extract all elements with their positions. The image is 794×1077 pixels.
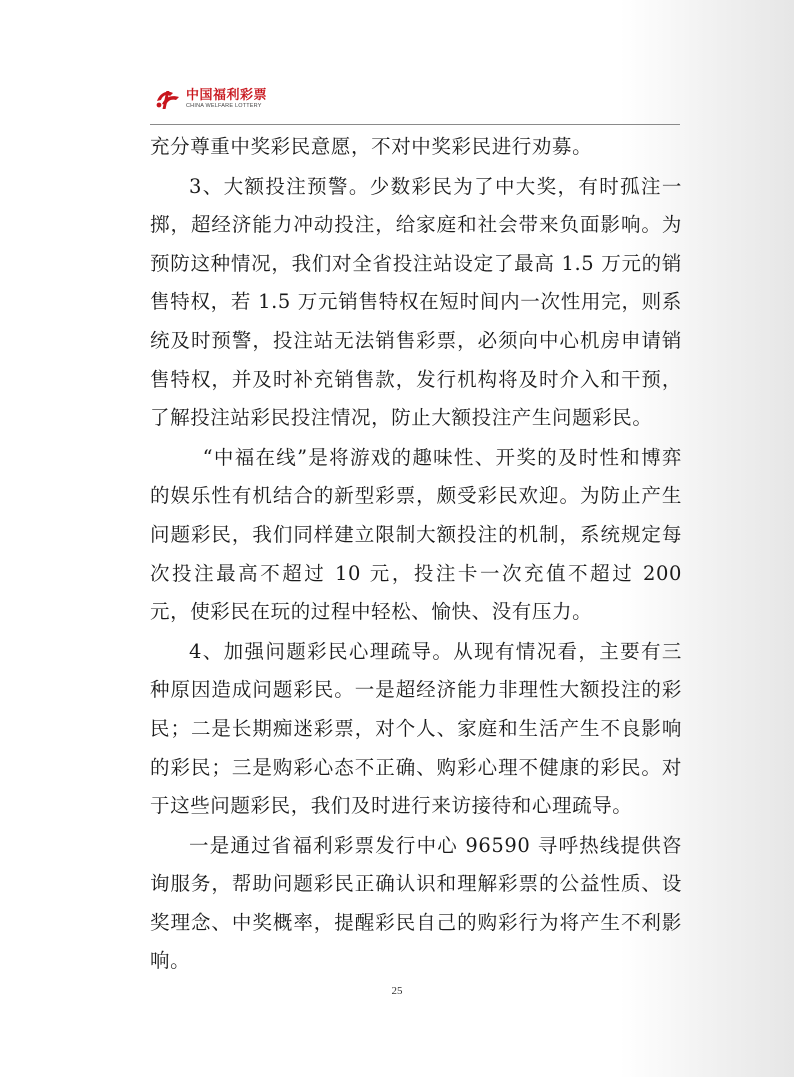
paragraph-psychological-counseling: 4、加强问题彩民心理疏导。从现有情况看，主要有三种原因造成问题彩民。一是超经济能力非理性大额投注的彩民；二是长期痴迷彩票，对个人、家庭和生活产生不良影响的彩民；三是购彩心态不正确、购彩心理不健康的彩民。对于这些问题彩民，我们及时进行来访接待和心理疏导。 bbox=[150, 639, 682, 818]
page-number: 25 bbox=[391, 985, 403, 997]
paragraph-continuation: 充分尊重中奖彩民意愿，不对中奖彩民进行劝募。 bbox=[150, 135, 593, 158]
page-header bbox=[150, 86, 680, 125]
paragraph-large-bet-warning: 3、大额投注预警。少数彩民为了中大奖，有时孤注一掷，超经济能力冲动投注，给家庭和社会带来负面影响。为预防这种情况，我们对全省投注站设定了最高 1.5 万元的销售特权，若 1.5 万元销售特权在短时间内一次性用完，则系统及时预警，投注站无法销售彩票，必须向中心机房申请销售特权，并及时补充销售款，发行机构将及时介入和干预，了解投注站彩民投注情况，防止大额投注产生问题彩民。 bbox=[150, 174, 682, 430]
china-welfare-lottery-logo-icon bbox=[154, 88, 182, 110]
logo-chinese-name: 中国福利彩票 bbox=[186, 87, 268, 103]
paragraph-hotline-service: 一是通过省福利彩票发行中心 96590 寻呼热线提供咨询服务，帮助问题彩民正确认识和理解彩票的公益性质、设奖理念、中奖概率，提醒彩民自己的购彩行为将产生不利影响。 bbox=[150, 833, 682, 973]
brand-logo bbox=[154, 88, 267, 110]
paragraph-zhongfu-online: “中福在线”是将游戏的趣味性、开奖的及时性和博弈的娱乐性有机结合的新型彩票，颇受彩民欢迎。为防止产生问题彩民，我们同样建立限制大额投注的机制，系统规定每次投注最高不超过 10 元，投注卡一次充值不超过 200 元，使彩民在玩的过程中轻松、愉快、没有压力。 bbox=[150, 445, 682, 624]
body-text bbox=[150, 128, 682, 981]
logo-english-name: CHINA WELFARE LOTTERY bbox=[186, 102, 262, 109]
